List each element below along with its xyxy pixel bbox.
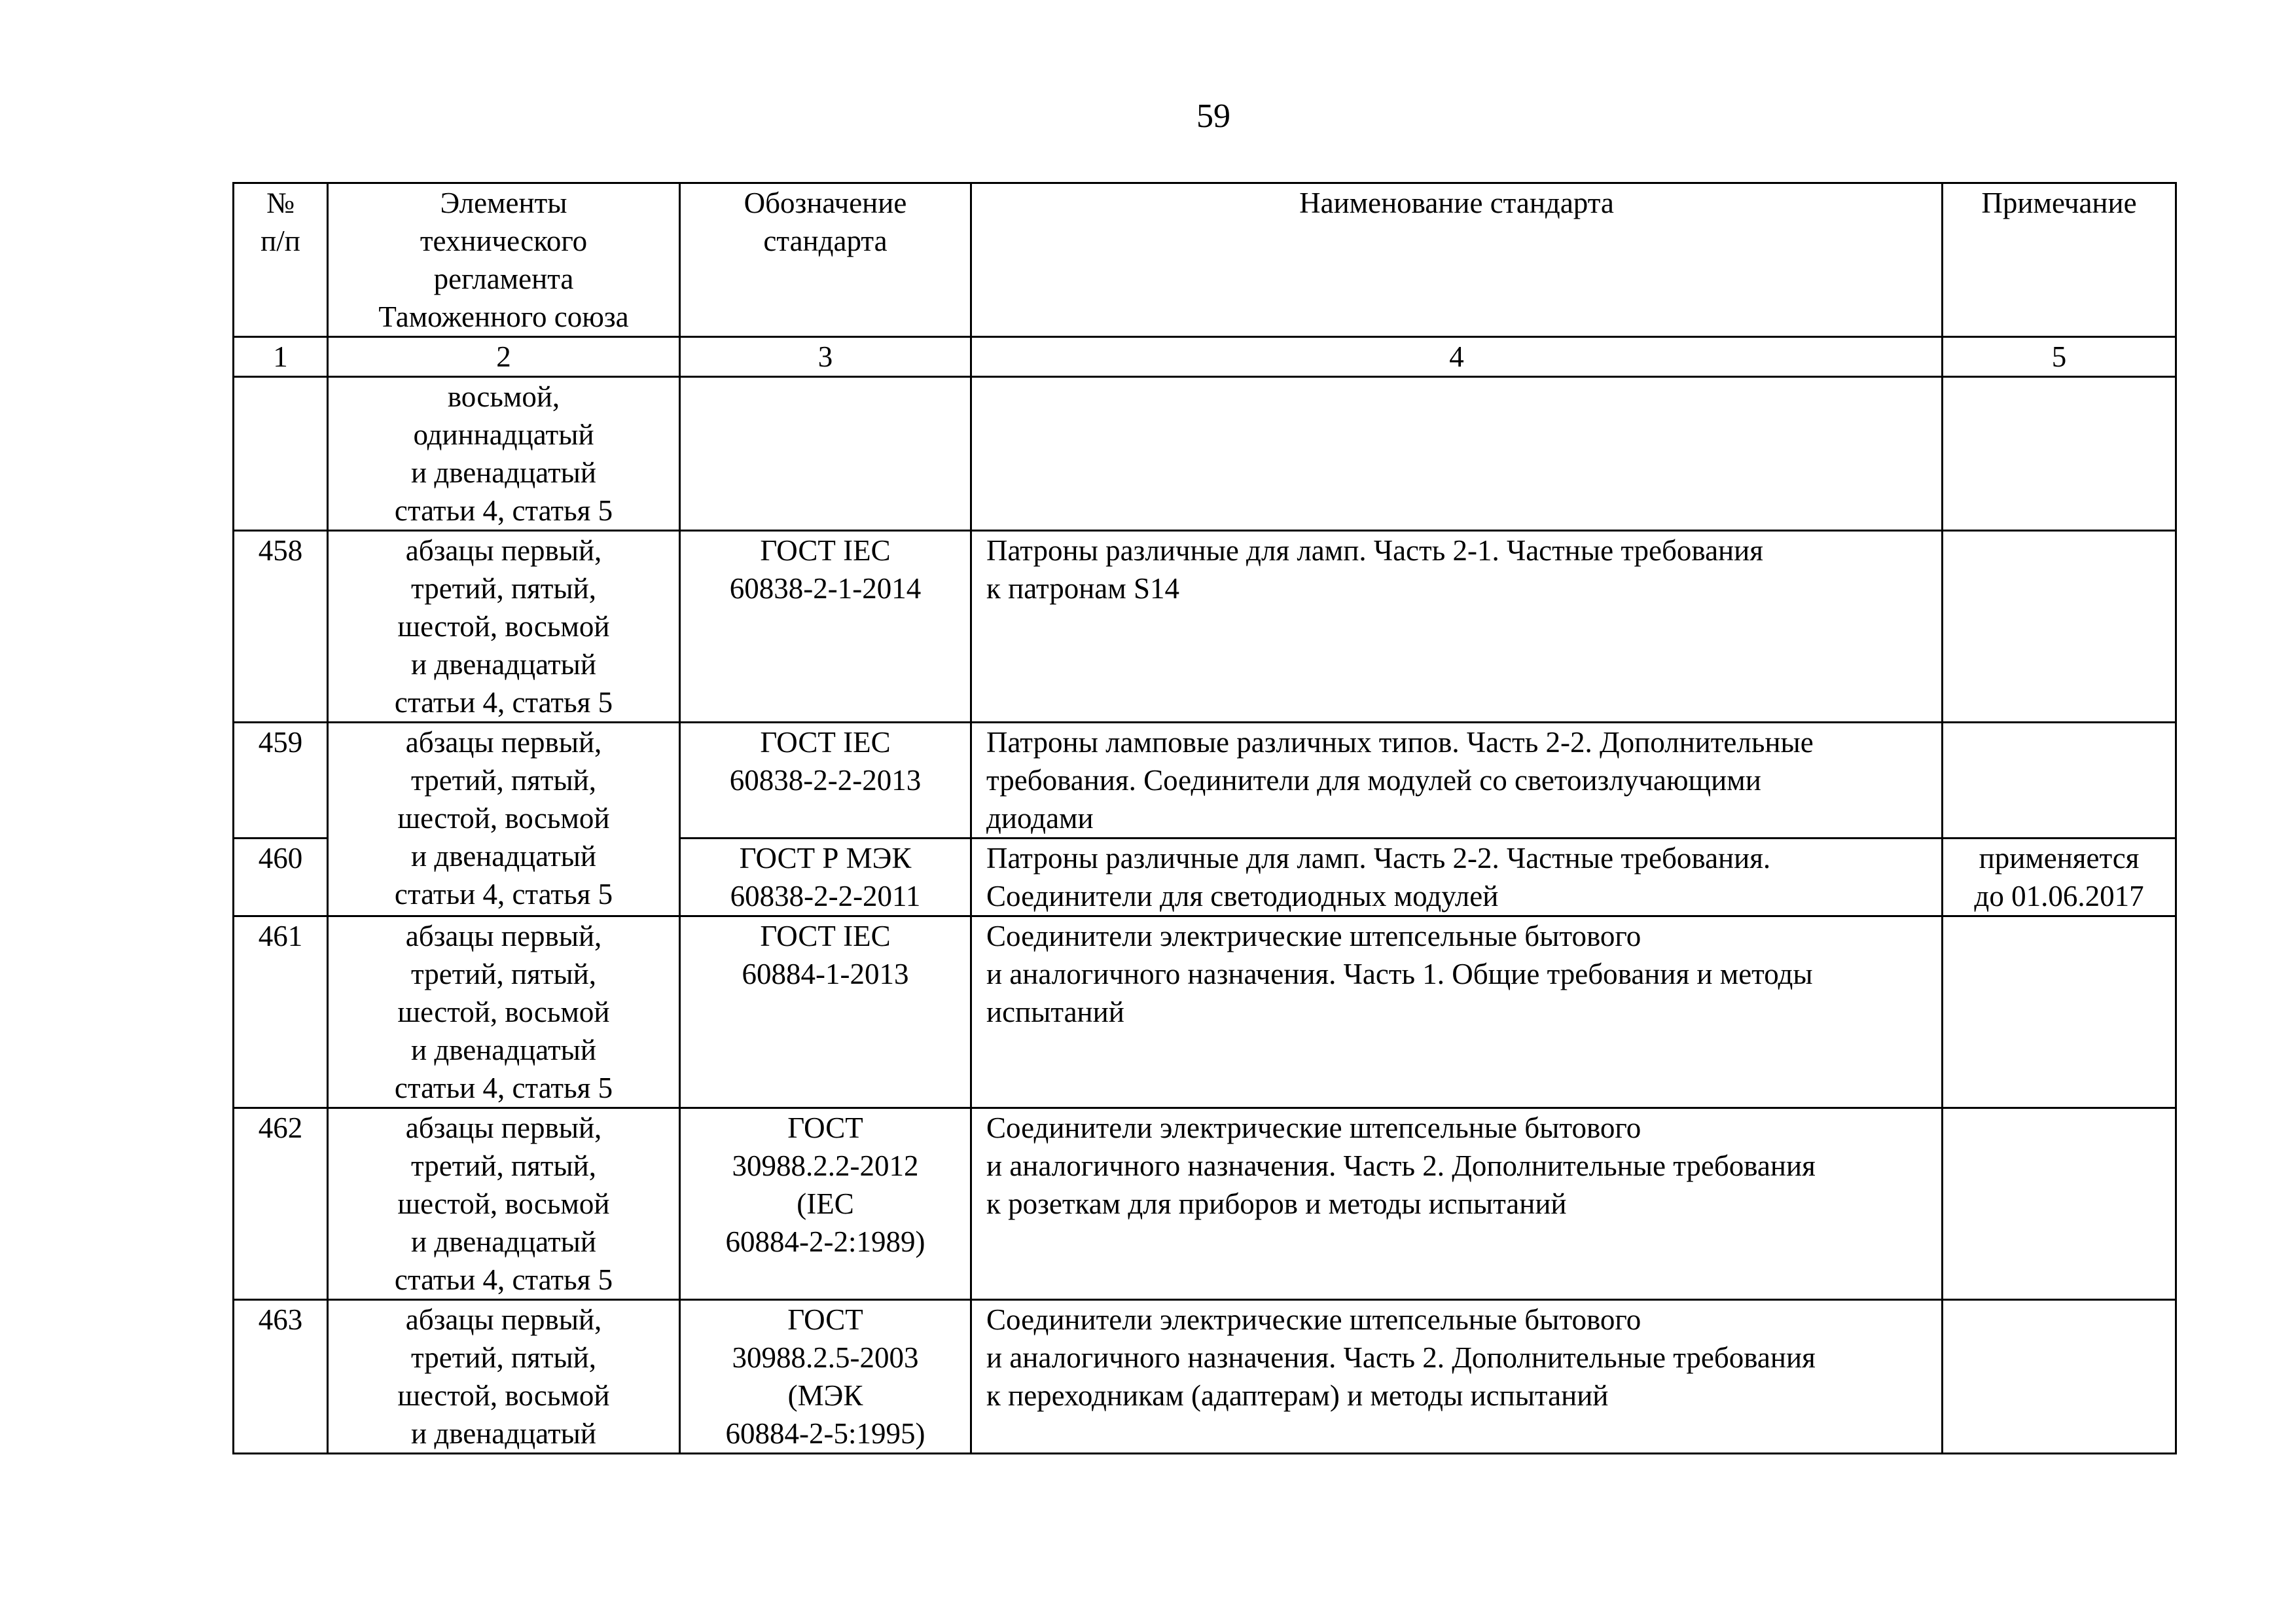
column-number: 1 xyxy=(234,337,328,377)
cell-note xyxy=(1943,916,2176,1108)
cell-name xyxy=(971,377,1943,531)
cell-num: 462 xyxy=(234,1108,328,1300)
cell-elements: абзацы первый, третий, пятый, шестой, восьмой и двенадцатый статьи 4, статья 5 xyxy=(328,723,680,916)
cell-designation: ГОСТ 30988.2.2-2012 (IEC 60884-2-2:1989) xyxy=(680,1108,971,1300)
header-num: № п/п xyxy=(234,183,328,337)
column-number: 3 xyxy=(680,337,971,377)
column-number: 2 xyxy=(328,337,680,377)
cell-designation: ГОСТ 30988.2.5-2003 (МЭК 60884-2-5:1995) xyxy=(680,1300,971,1454)
cell-designation: ГОСТ IEC 60838-2-2-2013 xyxy=(680,723,971,839)
column-number: 4 xyxy=(971,337,1943,377)
table-row xyxy=(234,723,2176,839)
cell-num xyxy=(234,377,328,531)
table-row xyxy=(234,531,2176,723)
cell-name: Патроны различные для ламп. Часть 2-1. Частные требования к патронам S14 xyxy=(971,531,1943,723)
cell-num: 458 xyxy=(234,531,328,723)
cell-name: Соединители электрические штепсельные бытового и аналогичного назначения. Часть 1. Общие требования и методы испытаний xyxy=(971,916,1943,1108)
column-number: 5 xyxy=(1943,337,2176,377)
cell-designation xyxy=(680,377,971,531)
cell-elements: абзацы первый, третий, пятый, шестой, восьмой и двенадцатый статьи 4, статья 5 xyxy=(328,916,680,1108)
cell-elements: абзацы первый, третий, пятый, шестой, восьмой и двенадцатый xyxy=(328,1300,680,1454)
header-note: Примечание xyxy=(1943,183,2176,337)
table-row xyxy=(234,916,2176,1108)
standards-table xyxy=(232,182,2177,1454)
cell-elements: абзацы первый, третий, пятый, шестой, восьмой и двенадцатый статьи 4, статья 5 xyxy=(328,1108,680,1300)
table-row-continuation xyxy=(234,377,2176,531)
table-row xyxy=(234,1108,2176,1300)
cell-designation: ГОСТ IEC 60838-2-1-2014 xyxy=(680,531,971,723)
header-name: Наименование стандарта xyxy=(971,183,1943,337)
cell-note xyxy=(1943,1108,2176,1300)
cell-num: 461 xyxy=(234,916,328,1108)
cell-elements: абзацы первый, третий, пятый, шестой, восьмой и двенадцатый статьи 4, статья 5 xyxy=(328,531,680,723)
cell-note xyxy=(1943,531,2176,723)
cell-name: Патроны различные для ламп. Часть 2-2. Частные требования. Соединители для светодиодных модулей xyxy=(971,839,1943,916)
cell-name: Соединители электрические штепсельные бытового и аналогичного назначения. Часть 2. Дополнительные требования к переходникам (адаптерам) и методы испытаний xyxy=(971,1300,1943,1454)
header-elements: Элементы технического регламента Таможенного союза xyxy=(328,183,680,337)
cell-num: 460 xyxy=(234,839,328,916)
cell-note xyxy=(1943,723,2176,839)
cell-name: Патроны ламповые различных типов. Часть 2-2. Дополнительные требования. Соединители для модулей со светоизлучающими диодами xyxy=(971,723,1943,839)
cell-designation: ГОСТ Р МЭК 60838-2-2-2011 xyxy=(680,839,971,916)
page-number: 59 xyxy=(1196,98,1230,135)
cell-note: применяется до 01.06.2017 xyxy=(1943,839,2176,916)
cell-note xyxy=(1943,377,2176,531)
table-row xyxy=(234,1300,2176,1454)
cell-note xyxy=(1943,1300,2176,1454)
cell-designation: ГОСТ IEC 60884-1-2013 xyxy=(680,916,971,1108)
cell-num: 459 xyxy=(234,723,328,839)
cell-name: Соединители электрические штепсельные бытового и аналогичного назначения. Часть 2. Дополнительные требования к розеткам для приборов и методы испытаний xyxy=(971,1108,1943,1300)
column-number-row xyxy=(234,337,2176,377)
cell-elements: восьмой, одиннадцатый и двенадцатый статьи 4, статья 5 xyxy=(328,377,680,531)
header-designation: Обозначение стандарта xyxy=(680,183,971,337)
cell-num: 463 xyxy=(234,1300,328,1454)
table-header-row xyxy=(234,183,2176,337)
